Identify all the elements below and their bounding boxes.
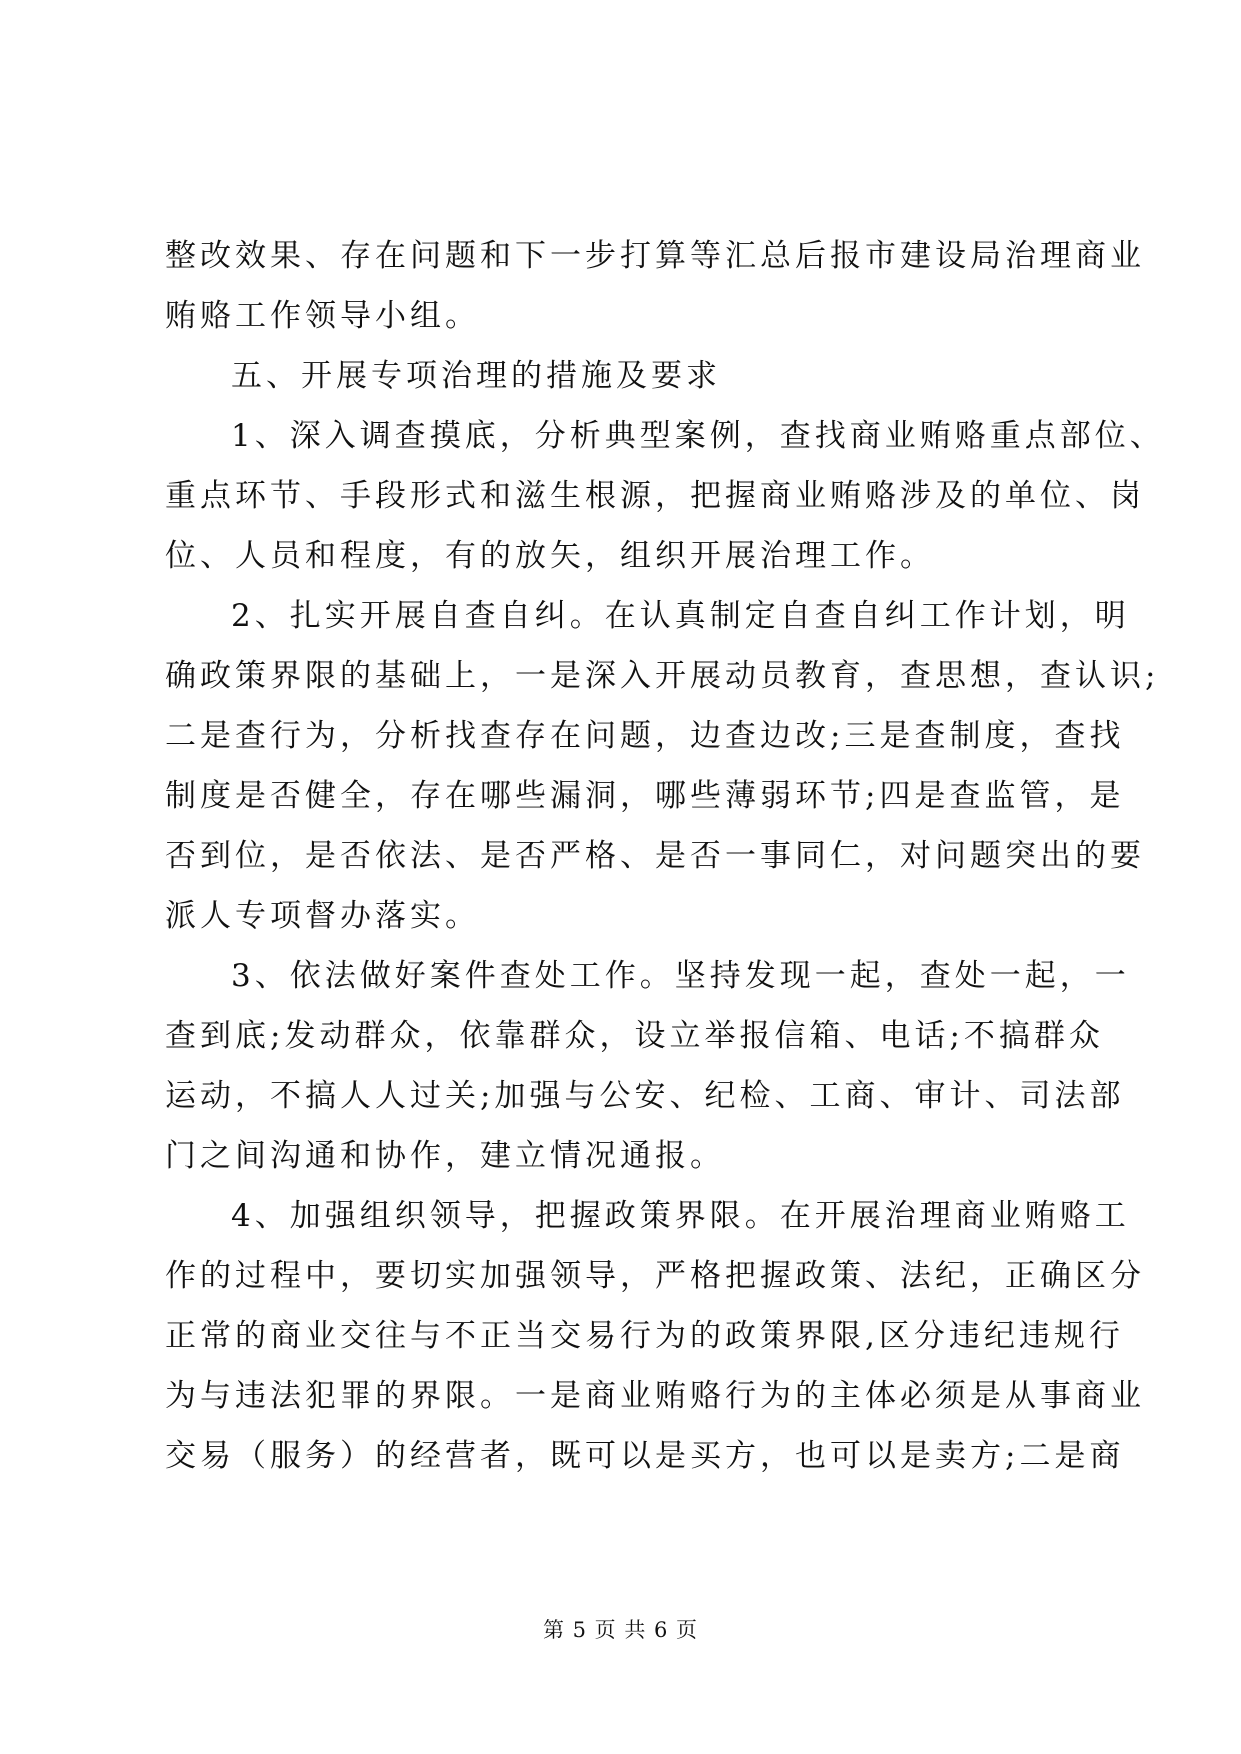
text-line: 确政策界限的基础上，一是深入开展动员教育，查思想，查认识; (165, 658, 1160, 694)
text-line: 2、扎实开展自查自纠。在认真制定自查自纠工作计划，明 (231, 598, 1130, 634)
text-line: 正常的商业交往与不正当交易行为的政策界限,区分违纪违规行 (165, 1318, 1124, 1354)
text-line: 交易（服务）的经营者，既可以是买方，也可以是卖方;二是商 (165, 1438, 1125, 1474)
text-line: 整改效果、存在问题和下一步打算等汇总后报市建设局治理商业 (165, 238, 1145, 274)
text-line: 五、开展专项治理的措施及要求 (231, 358, 721, 394)
text-line: 否到位，是否依法、是否严格、是否一事同仁，对问题突出的要 (165, 838, 1145, 874)
page-footer: 第 5 页 共 6 页 (542, 1618, 699, 1642)
text-line: 4、加强组织领导，把握政策界限。在开展治理商业贿赂工 (231, 1198, 1130, 1234)
text-line: 3、依法做好案件查处工作。坚持发现一起，查处一起，一 (231, 958, 1130, 994)
text-line: 二是查行为，分析找查存在问题，边查边改;三是查制度，查找 (165, 718, 1125, 754)
document-body (165, 226, 1165, 1486)
text-line: 运动，不搞人人过关;加强与公安、纪检、工商、审计、司法部 (165, 1078, 1125, 1114)
text-line: 派人专项督办落实。 (165, 898, 480, 934)
text-line: 制度是否健全，存在哪些漏洞，哪些薄弱环节;四是查监管，是 (165, 778, 1125, 814)
text-line: 查到底;发动群众，依靠群众，设立举报信箱、电话;不搞群众 (165, 1018, 1104, 1054)
text-line: 1、深入调查摸底，分析典型案例，查找商业贿赂重点部位、 (231, 418, 1165, 454)
text-line: 作的过程中，要切实加强领导，严格把握政策、法纪，正确区分 (165, 1258, 1145, 1294)
text-line: 门之间沟通和协作，建立情况通报。 (165, 1138, 725, 1174)
text-line: 重点环节、手段形式和滋生根源，把握商业贿赂涉及的单位、岗 (165, 478, 1145, 514)
text-line: 贿赂工作领导小组。 (165, 298, 480, 334)
text-line: 位、人员和程度，有的放矢，组织开展治理工作。 (165, 538, 935, 574)
text-line: 为与违法犯罪的界限。一是商业贿赂行为的主体必须是从事商业 (165, 1378, 1145, 1414)
